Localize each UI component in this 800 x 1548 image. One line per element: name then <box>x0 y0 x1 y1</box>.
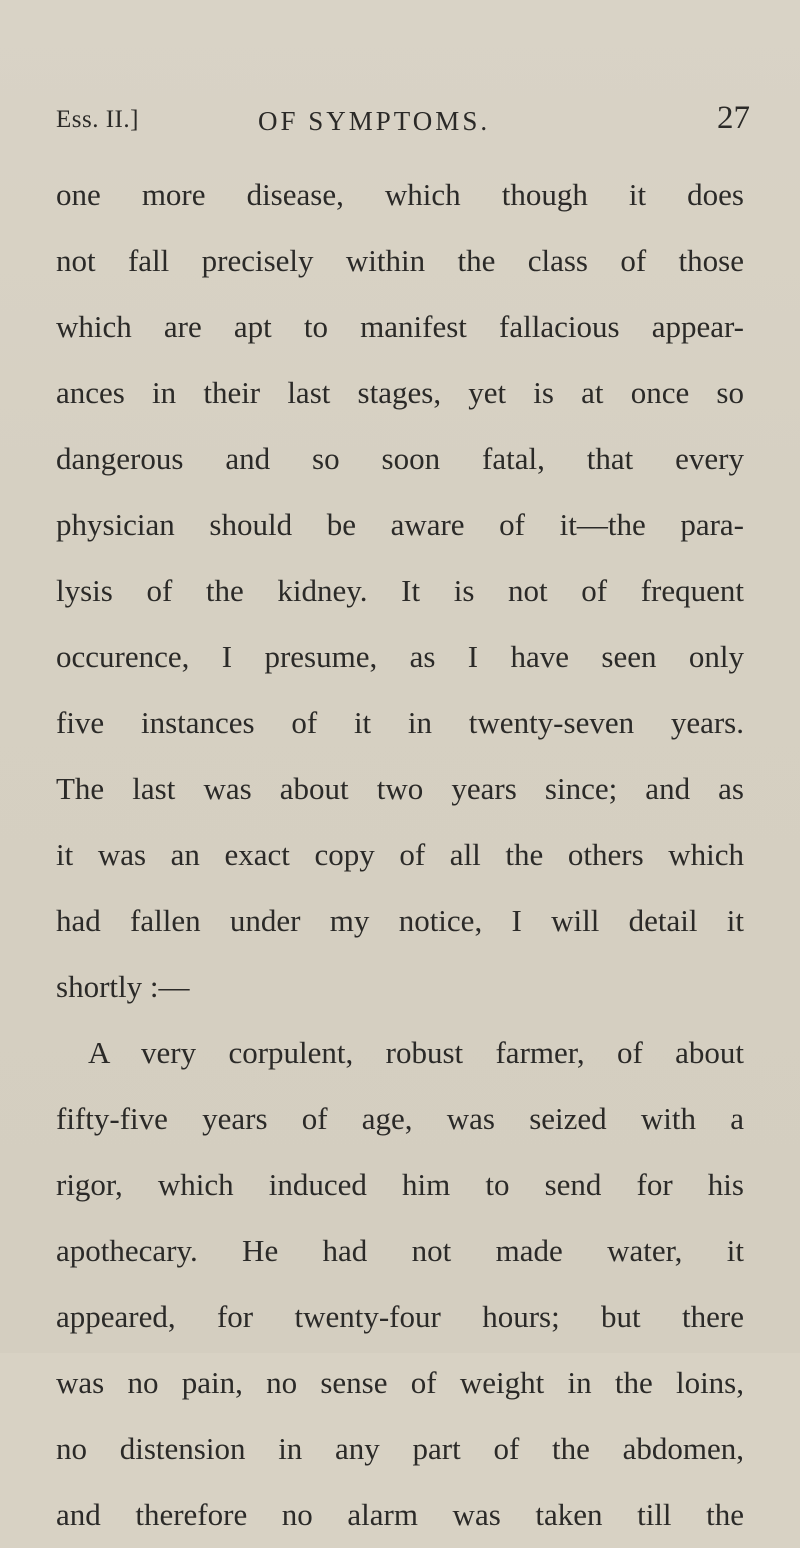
text-line: fifty-five years of age, was seized with a <box>56 1101 744 1136</box>
page-number: 27 <box>717 100 750 136</box>
essay-reference: Ess. II.] <box>56 106 139 133</box>
text-line: dangerous and so soon fatal, that every <box>56 441 744 476</box>
text-line: it was an exact copy of all the others which <box>56 837 744 872</box>
text-line: appeared, for twenty-four hours; but there <box>56 1299 744 1334</box>
text-line: The last was about two years since; and as <box>56 771 744 806</box>
text-line: occurence, I presume, as I have seen only <box>56 639 744 674</box>
text-line: was no pain, no sense of weight in the loins, <box>56 1365 744 1400</box>
text-line: had fallen under my notice, I will detail it <box>56 903 744 938</box>
text-line: ances in their last stages, yet is at once so <box>56 375 744 410</box>
text-line: apothecary. He had not made water, it <box>56 1233 744 1268</box>
text-line: and therefore no alarm was taken till the <box>56 1497 744 1532</box>
text-line: lysis of the kidney. It is not of frequent <box>56 573 744 608</box>
text-line: rigor, which induced him to send for his <box>56 1167 744 1202</box>
text-line: one more disease, which though it does <box>56 177 744 212</box>
text-line: which are apt to manifest fallacious appear- <box>56 309 744 344</box>
text-line: physician should be aware of it—the para- <box>56 507 744 542</box>
running-header <box>0 100 800 146</box>
text-line: no distension in any part of the abdomen, <box>56 1431 744 1466</box>
body-text <box>56 162 744 1548</box>
paragraph-end-line: shortly :— <box>56 969 190 1004</box>
running-title: OF SYMPTOMS. <box>258 106 491 136</box>
text-line: five instances of it in twenty-seven years. <box>56 705 744 740</box>
paragraph-start-line: A very corpulent, robust farmer, of about <box>88 1035 744 1070</box>
text-line: not fall precisely within the class of those <box>56 243 744 278</box>
